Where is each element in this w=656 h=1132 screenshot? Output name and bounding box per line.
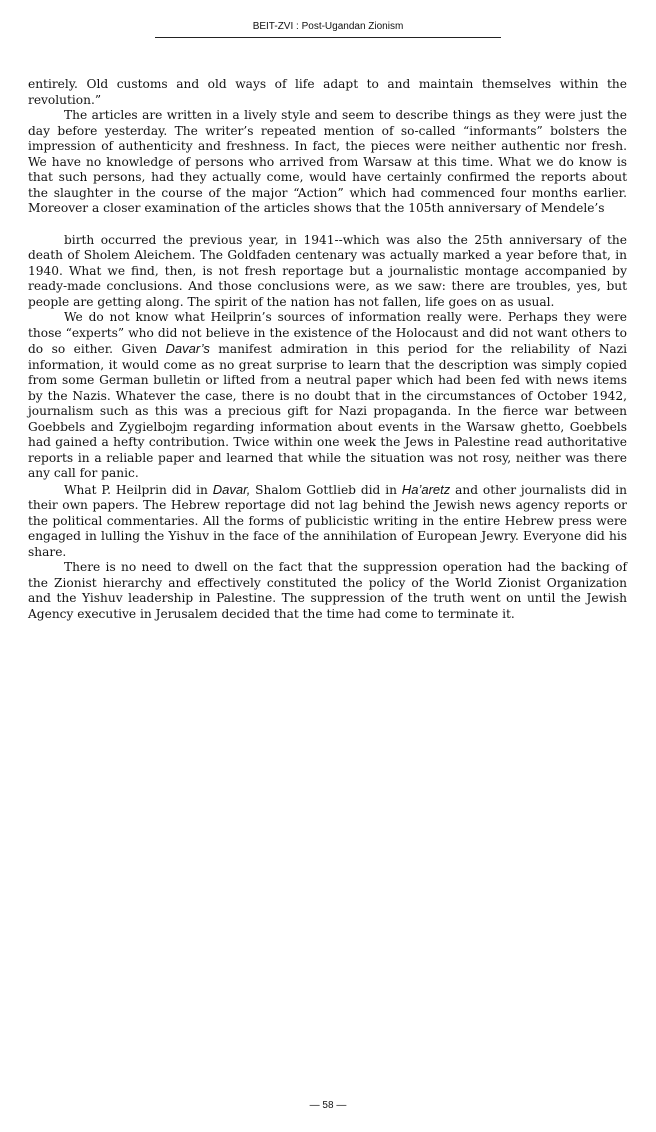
paragraph [28,108,627,217]
paragraph [28,560,627,622]
text-run: manifest admiration in this period for the reliability of Nazi information, it would come as no great surprise to learn that the description was simply copied from some German bulletin or lifted from a neutral paper which had been fed with news items by the Nazis. Whatever the case, there is no doubt that in the circumstances of October 1942, journalism such as this was a precious gift for Nazi propaganda. In the fierce war between Goebbels and Zygielbojm regarding information about events in the Warsaw ghetto, Goebbels had gained a hefty contribution. Twice within one week the Jews in Palestine read authoritative reports in a reliable paper and learned that while the situation was not rosy, neither was there any call for panic. [28,342,627,480]
paragraph [28,482,627,561]
paragraph [28,77,627,108]
text-run: entirely. Old customs and old ways of life adapt to and maintain themselves within the revolution.” [28,77,627,107]
text-run: birth occurred the previous year, in 1941--which was also the 25th anniversary of the death of Sholem Aleichem. The Goldfaden centenary was actually marked a year before that, in 1940. What we find, then, is not fresh reportage but a journalistic montage accompanied by ready-made conclusions. And those conclusions were, as we saw: there are troubles, yes, but people are getting along. The spirit of the nation has not fallen, life goes on as usual. [28,232,627,309]
text-run: and other journalists did in their own papers. The Hebrew reportage did not lag behind the Jewish news agency reports or the political commentaries. All the forms of publicistic writing in the entire Hebrew press were engaged in lulling the Yishuv in the face of the annihilation of European Jewry. Everyone did his share. [28,482,627,559]
running-header: BEIT-ZVI : Post-Ugandan Zionism [252,21,404,32]
text-run: We do not know what Heilprin’s sources of information really were. Perhaps they were those “experts” who did not believe in the existence of the Holocaust and did not want others to do so either. Given [28,310,627,356]
paragraph [28,310,627,482]
paragraph [28,233,627,311]
italic-title: Davar, [212,481,251,497]
text-run: Shalom Gottlieb did in [250,482,402,497]
text-run: There is no need to dwell on the fact that the suppression operation had the backing of the Zionist hierarchy and effectively constituted the policy of the World Zionist Organization and the Yishuv leadership in Palestine. The suppression of the truth went on until the Jewish Agency executive in Jerusalem decided that the time had come to terminate it. [28,560,627,621]
header-rule [155,37,501,38]
text-run: The articles are written in a lively style and seem to describe things as they were just the day before yesterday. The writer’s repeated mention of so-called “informants” bolsters the impression of authenticity and freshness. In fact, the pieces were neither authentic nor fresh. We have no knowledge of persons who arrived from Warsaw at this time. What we do know is that such persons, had they actually come, would have certainly confirmed the reports about the slaughter in the course of the major “Action” which had commenced four months earlier. Moreover a closer examination of the articles shows that the 105th anniversary of Mendele’s [28,108,627,215]
text-run: What P. Heilprin did in [64,482,213,497]
page-number: — 58 — [309,1100,347,1111]
italic-title: Ha’aretz [401,481,451,497]
body-text [28,77,627,622]
italic-title: Davar’s [165,341,210,356]
